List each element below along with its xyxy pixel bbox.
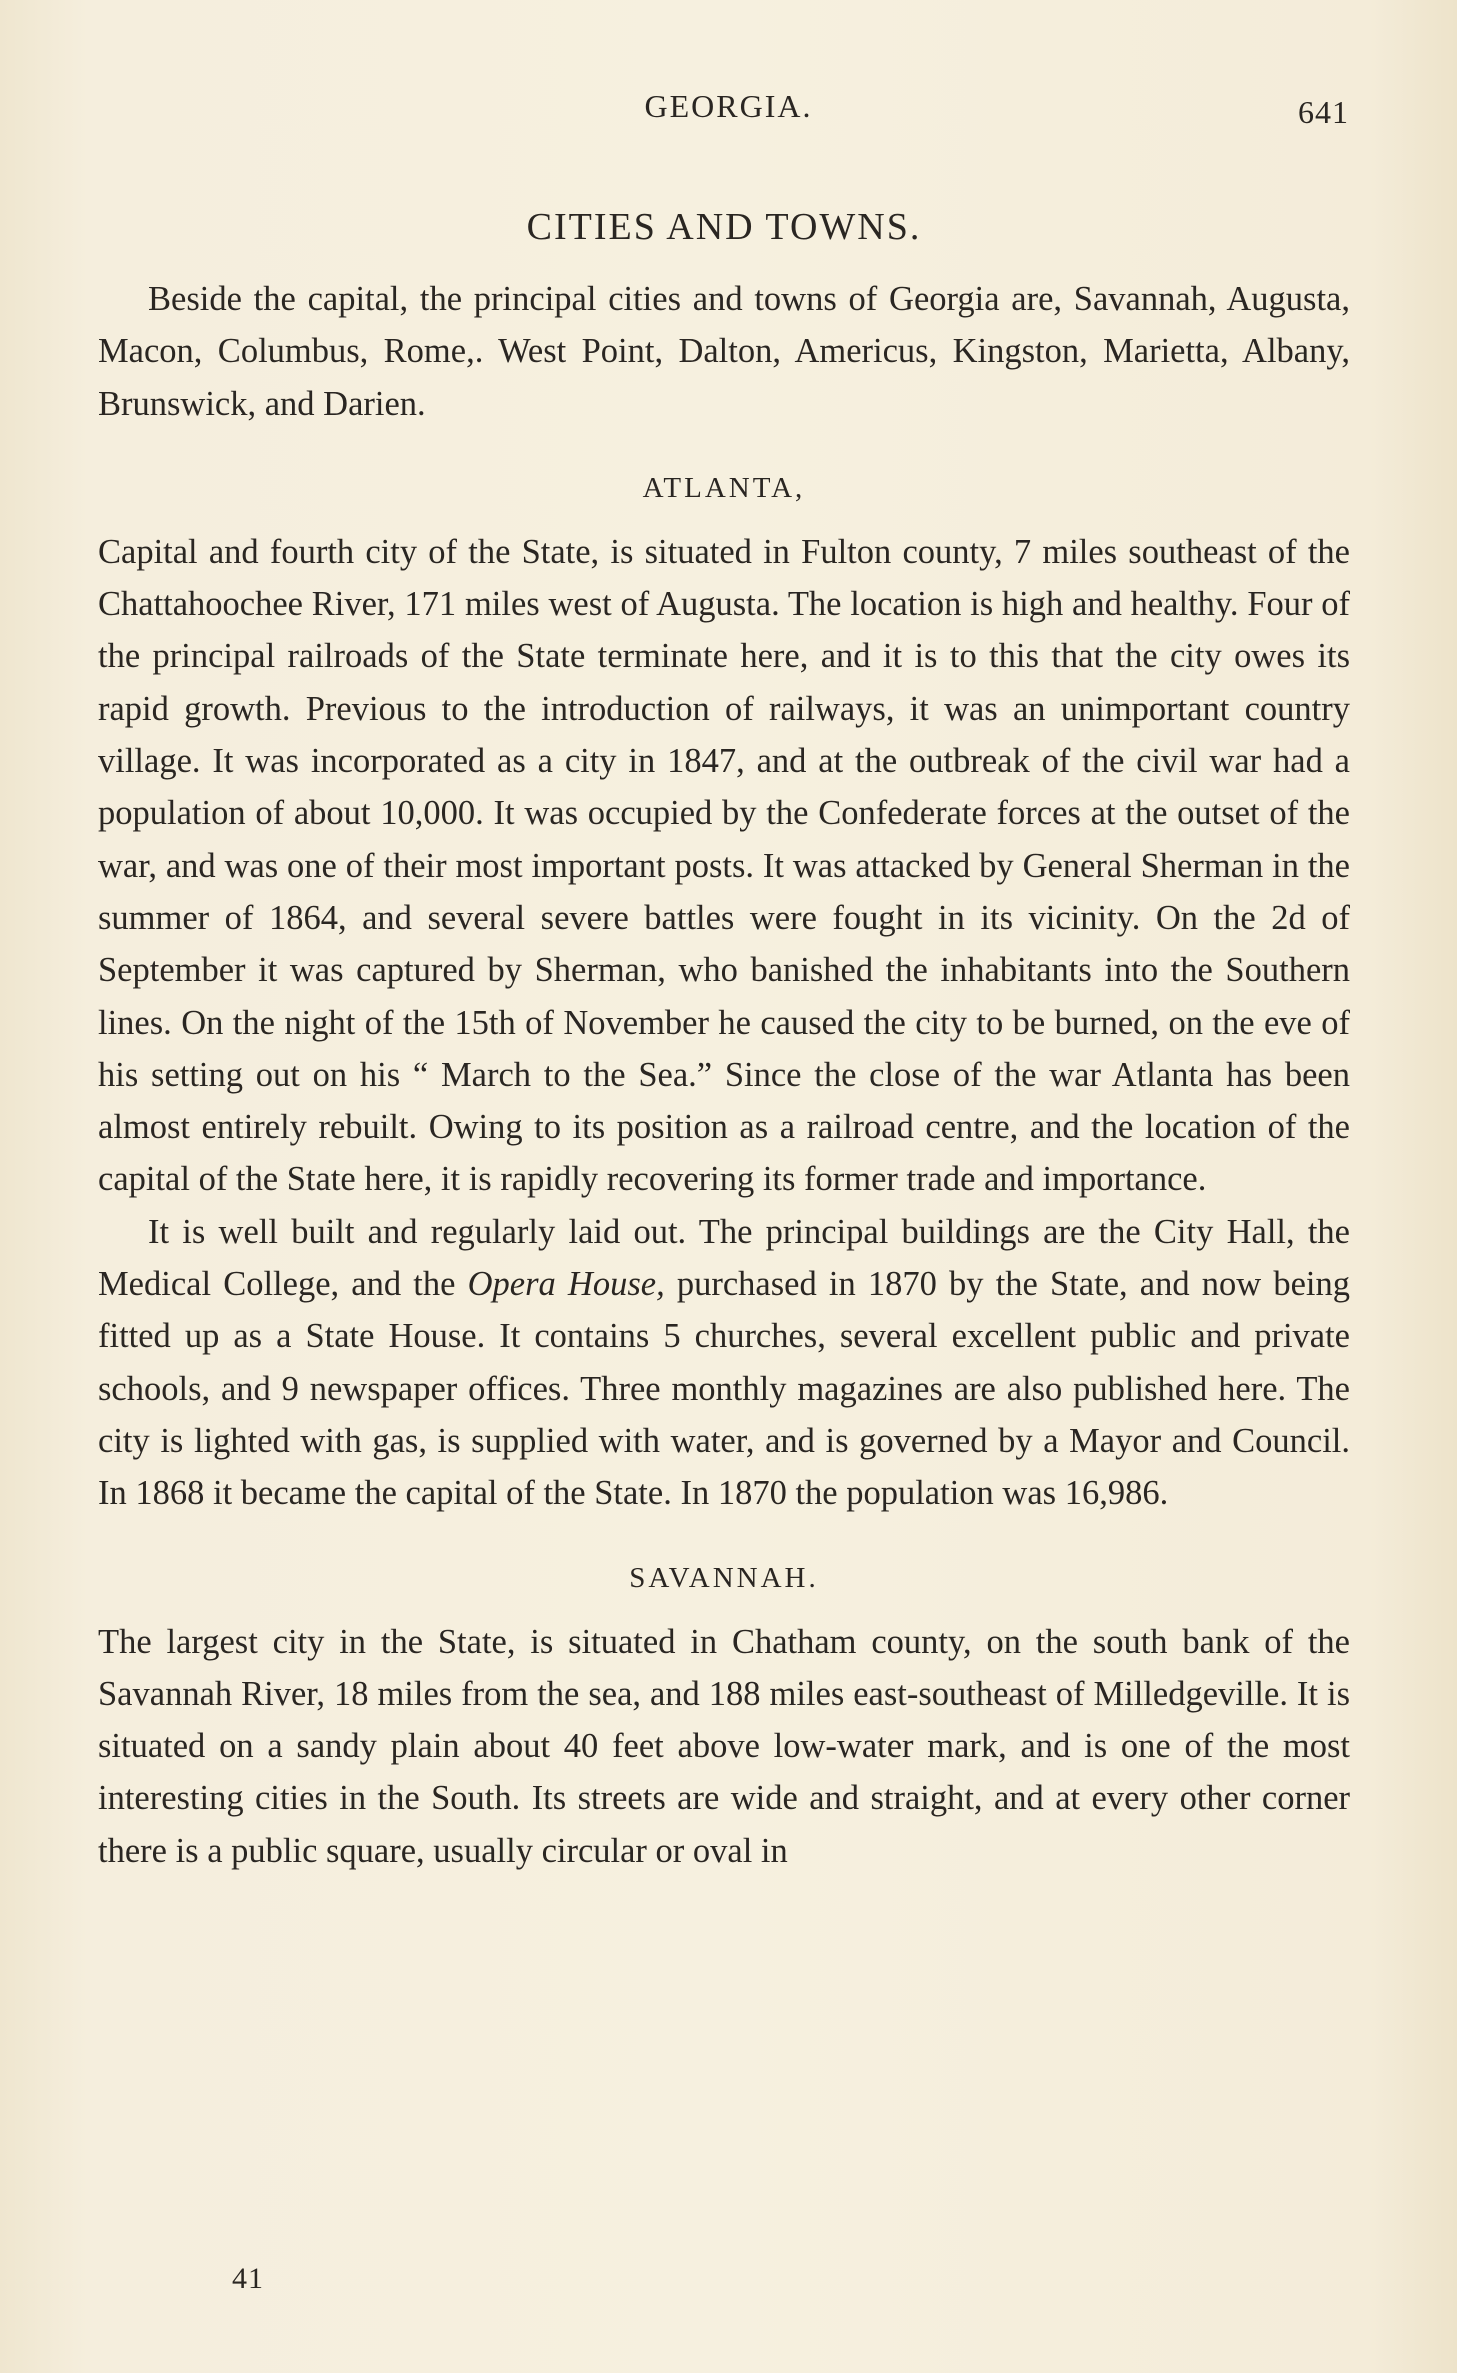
atlanta-paragraph-2 [98,1206,1350,1520]
running-head [0,88,1457,138]
page-number: 641 [1298,94,1349,130]
page-body [98,205,1350,1877]
atlanta-paragraph-2-end: purchased in 1870 by the State, and now being fitted up as a State House. It contains 5 churches, several excellent public and private schools, and 9 newspaper offices. Three monthly magazines are also published here. The city is lighted with gas, is supplied with water, and is governed by a Mayor and Council. In 1868 it became the capital of the State. In 1870 the population was 16,986. [98,1265,1350,1513]
atlanta-paragraph-1: Capital and fourth city of the State, is situated in Fulton county, 7 miles southeast of the Chattahoochee River, 171 miles west of Augusta. The location is high and healthy. Four of the principal railroads of the State terminate here, and it is to this that the city owes its rapid growth. Previous to the introduction of railways, it was an unimportant country village. It was incorporated as a city in 1847, and at the outbreak of the civil war had a population of about 10,000. It was occupied by the Confederate forces at the outset of the war, and was one of their most important posts. It was attacked by General Sherman in the summer of 1864, and several severe battles were fought in its vicinity. On the 2d of September it was captured by Sherman, who banished the inhabitants into the Southern lines. On the night of the 15th of November he caused the city to be burned, on the eve of his setting out on his “ March to the Sea.” Since the close of the war Atlanta has been almost entirely rebuilt. Owing to its position as a railroad centre, and the location of the capital of the State here, it is rapidly recovering its former trade and importance. [98,532,1350,1199]
opera-house-italic: Opera House, [467,1265,665,1304]
savannah-heading: SAVANNAH. [629,1561,819,1594]
intro-paragraph: Beside the capital, the principal cities and towns of Georgia are, Savannah, Augusta, Macon, Columbus, Rome,. West Point, Dalton, Americus, Kingston, Marietta, Albany, Brunswick, and Darien. [98,280,1350,423]
signature-mark: 41 [232,2262,264,2295]
atlanta-paragraph-2-start: It is well built and regularly laid out. The principal buildings are the City Hall, the Medical College, and the [98,1212,1350,1304]
section-title: CITIES AND TOWNS. [526,206,922,248]
savannah-paragraph-1: The largest city in the State, is situated in Chatham county, on the south bank of the Savannah River, 18 miles from the sea, and 188 miles east-southeast of Milledgeville. It is situated on a sandy plain about 40 feet above low-water mark, and is one of the most interesting cities in the South. Its streets are wide and straight, and at every other corner there is a public square, usually circular or oval in [98,1622,1350,1870]
running-title: GEORGIA. [644,88,813,124]
atlanta-heading: ATLANTA, [642,471,806,504]
